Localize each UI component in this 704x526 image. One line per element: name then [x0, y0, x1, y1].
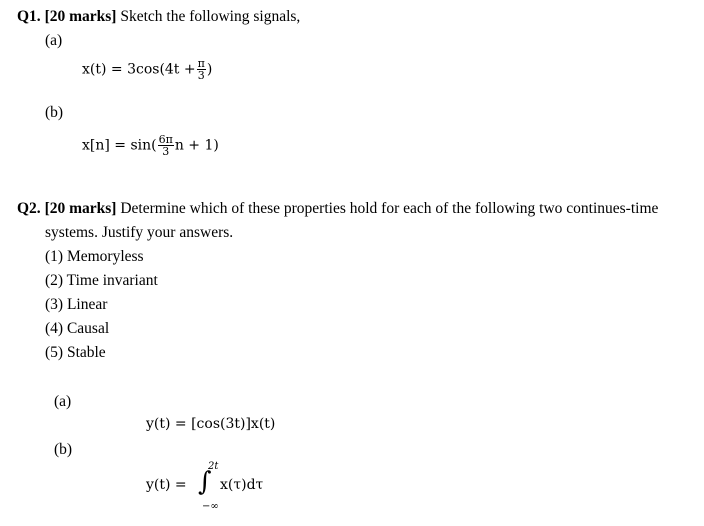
q1-part-b-label: (b) [45, 104, 64, 121]
q1a-tail: ) [206, 61, 213, 78]
q1b-frac-num: 6π [158, 133, 173, 146]
q1-part-a-label: (a) [45, 32, 63, 49]
q2-part-b-equation [146, 463, 306, 513]
q1-marks: [20 marks] [44, 8, 117, 25]
q1-part-a-equation [82, 58, 212, 81]
q1a-fraction [197, 58, 206, 81]
integral-sign: ∫ [198, 467, 212, 497]
q1-text: Sketch the following signals, [120, 8, 301, 25]
property-item: (5) Stable [45, 344, 106, 361]
q1a-frac-num: π [197, 57, 205, 70]
q2-marks: [20 marks] [44, 200, 117, 217]
q1b-frac-den: 3 [162, 145, 170, 158]
q2b-integrand: x(τ)dτ [220, 477, 264, 493]
q1-number: Q1. [17, 8, 41, 25]
q2-part-a-equation: y(t) = [cos(3t)]x(t) [146, 416, 276, 432]
q1b-lhs: x[n] = sin( [82, 137, 157, 154]
q2-text-line1: Determine which of these properties hold for each of the following two continues-time [120, 200, 659, 217]
property-item: (2) Time invariant [45, 272, 158, 289]
property-item: (4) Causal [45, 320, 110, 337]
upper-limit: 2t [208, 461, 219, 472]
q1a-lhs: x(t) = 3cos(4t + [82, 61, 196, 78]
property-item: (1) Memoryless [45, 248, 144, 265]
q2-heading [17, 200, 658, 218]
q2-number: Q2. [17, 200, 41, 217]
q2-text-line2: systems. Justify your answers. [45, 224, 234, 241]
q2-part-b-label: (b) [54, 441, 73, 458]
lower-limit: −∞ [202, 501, 219, 512]
property-item: (3) Linear [45, 296, 108, 313]
q2b-lhs: y(t) = [146, 477, 187, 493]
q1-heading [17, 8, 300, 26]
q1b-fraction [158, 134, 174, 157]
q1-part-b-equation [82, 134, 219, 157]
q2-part-a-label: (a) [54, 393, 72, 410]
q1a-frac-den: 3 [197, 69, 205, 82]
q1b-tail: n + 1) [174, 137, 219, 154]
